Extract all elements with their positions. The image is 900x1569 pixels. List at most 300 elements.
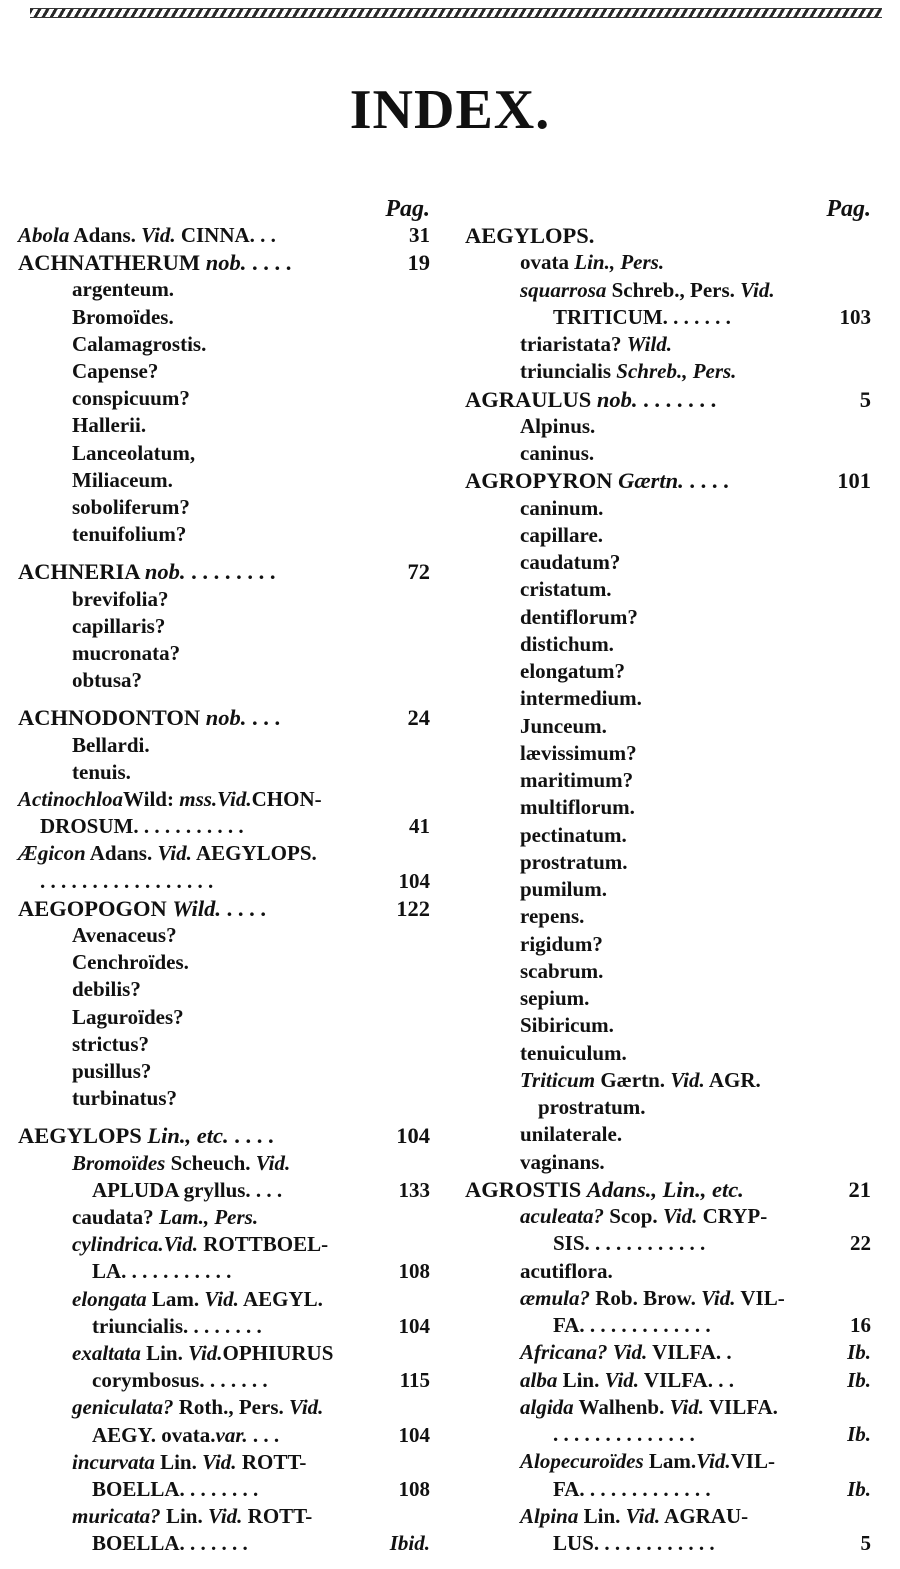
text-segment: prostratum. — [538, 1095, 646, 1119]
index-entry — [465, 522, 871, 549]
text-segment: AEGYLOPS. — [191, 841, 317, 866]
entry-text — [520, 495, 603, 522]
index-entry — [465, 604, 871, 631]
index-entry — [465, 767, 871, 794]
text-segment: mucronata? — [72, 641, 181, 665]
entry-text — [553, 304, 731, 331]
text-segment: Wild: — [123, 787, 180, 811]
italic-segment: Vid. — [740, 277, 775, 302]
text-segment: rigidum? — [520, 931, 603, 956]
text-segment: Avenaceus? — [72, 923, 177, 947]
index-entry — [465, 249, 871, 276]
text-segment: Hallerii. — [72, 413, 147, 438]
italic-segment: nob. — [144, 559, 186, 585]
italic-segment: Vid. — [157, 841, 192, 866]
index-entry — [465, 331, 871, 358]
index-headword — [18, 558, 430, 585]
text-segment: AEGYLOPS. — [465, 223, 595, 248]
text-segment: Bellardi. — [72, 732, 150, 757]
index-headword — [18, 895, 430, 922]
index-headword — [18, 704, 430, 731]
index-entry — [18, 840, 430, 867]
entry-text — [72, 358, 158, 385]
text-segment: Lin. — [557, 1367, 605, 1392]
entry-text — [72, 1004, 184, 1031]
index-entry — [18, 467, 430, 494]
entry-text — [520, 1503, 748, 1530]
italic-segment: Abola — [18, 223, 70, 247]
entry-text — [18, 704, 280, 731]
text-segment: turbinatus? — [72, 1086, 178, 1111]
entry-text — [520, 1339, 732, 1366]
text-segment: FA. . . . . . . . . . . . . — [553, 1476, 711, 1501]
text-segment: capillare. — [520, 522, 604, 547]
text-segment: AGRAU- — [660, 1503, 749, 1528]
page-number: 41 — [409, 814, 430, 839]
italic-segment: Vid. — [662, 1204, 698, 1228]
page-number: 104 — [396, 1123, 430, 1149]
entry-text — [72, 1031, 149, 1058]
entry-text — [520, 767, 633, 794]
index-headword — [465, 222, 871, 249]
entry-text — [72, 1231, 328, 1258]
italic-segment: nob. — [596, 386, 638, 412]
text-segment: Cenchroïdes. — [72, 950, 189, 975]
text-segment: caudata? — [72, 1205, 159, 1229]
text-segment: Walhenb. — [573, 1394, 670, 1419]
index-entry — [465, 1503, 871, 1530]
text-segment: ROTT- — [236, 1449, 307, 1474]
entry-text — [520, 1367, 734, 1394]
text-segment: sepium. — [520, 986, 590, 1010]
text-segment: cristatum. — [520, 577, 612, 602]
index-headword — [465, 1176, 871, 1203]
page-number: 104 — [398, 1313, 430, 1338]
italic-segment: cylindrica.Vid. — [72, 1232, 198, 1257]
entry-text — [72, 759, 131, 786]
index-entry — [465, 876, 871, 903]
text-segment: caninum. — [520, 495, 604, 520]
index-entry — [18, 1058, 430, 1085]
text-segment: Sibiricum. — [520, 1013, 614, 1038]
index-entry — [18, 868, 430, 895]
text-segment: dentiflorum? — [520, 604, 638, 629]
text-segment: repens. — [520, 904, 585, 929]
entry-text — [72, 1085, 177, 1112]
page-title: INDEX. — [349, 79, 551, 141]
entry-text — [72, 1340, 333, 1367]
text-segment: soboliferum? — [72, 495, 190, 519]
index-entry — [18, 786, 430, 813]
text-segment: . . . . . . . . . . . . . . — [553, 1422, 695, 1446]
entry-text — [72, 732, 150, 759]
text-segment: LA. . . . . . . . . . . — [92, 1259, 232, 1284]
italic-segment: incurvata — [72, 1449, 155, 1474]
italic-segment: Vid. — [204, 1286, 239, 1311]
text-segment: VILFA. . — [647, 1340, 732, 1365]
index-entry — [465, 1203, 871, 1230]
text-segment: Lin. — [578, 1503, 626, 1528]
entry-text — [72, 1394, 323, 1421]
text-segment: pectinatum. — [520, 822, 627, 847]
index-headword — [465, 467, 871, 494]
index-entry — [18, 412, 430, 439]
entry-text — [40, 813, 244, 840]
text-segment: debilis? — [72, 977, 141, 1002]
text-segment: tenuifolium? — [72, 522, 187, 547]
index-entry — [465, 1421, 871, 1448]
text-segment: SIS. . . . . . . . . . . . — [553, 1231, 706, 1256]
entry-text — [72, 667, 142, 694]
text-segment: prostratum. — [520, 849, 628, 874]
entry-text — [18, 222, 276, 249]
index-entry — [465, 1367, 871, 1394]
entry-text — [520, 1448, 775, 1475]
index-entry — [18, 759, 430, 786]
text-segment: . . . . . . . . — [185, 559, 276, 585]
italic-segment: Vid. — [289, 1395, 324, 1420]
text-segment: Lin. — [160, 1504, 208, 1529]
text-segment: ACHNATHERUM — [18, 250, 206, 276]
page-number: Ib. — [847, 1476, 871, 1501]
page-number: 103 — [839, 304, 871, 329]
entry-text — [520, 1149, 605, 1176]
index-entry — [18, 1286, 430, 1313]
entry-text — [520, 849, 628, 876]
entry-text — [520, 331, 672, 358]
entry-text — [72, 586, 168, 613]
italic-segment: squarrosa — [520, 277, 607, 302]
entry-text — [72, 640, 180, 667]
page-number: Ib. — [847, 1367, 871, 1392]
text-segment: obtusa? — [72, 668, 143, 693]
text-segment: Alpinus. — [520, 413, 596, 438]
entry-text — [520, 358, 736, 385]
text-segment: . . . . — [246, 250, 292, 276]
text-segment: AEGYL. — [238, 1286, 323, 1311]
text-segment: Adans. — [69, 223, 142, 247]
entry-text — [72, 412, 146, 439]
text-segment: CHON- — [251, 787, 322, 811]
entry-text — [520, 1203, 767, 1230]
entry-text — [520, 740, 637, 767]
text-segment: TRITICUM. . . . . . . — [553, 304, 731, 329]
entry-text — [520, 822, 627, 849]
index-entry — [18, 1449, 430, 1476]
index-entry — [18, 1422, 430, 1449]
italic-segment: Vid. — [202, 1449, 237, 1474]
text-segment: ACHNERIA — [18, 559, 145, 585]
text-segment: DROSUM. . . . . . . . . . . — [40, 814, 244, 839]
index-headword — [465, 386, 871, 413]
index-entry — [18, 732, 430, 759]
entry-text — [92, 1476, 258, 1503]
page-number: 5 — [860, 1531, 871, 1555]
text-segment: AEGOPOGON — [18, 895, 173, 921]
page-number: Ibid. — [389, 1531, 430, 1556]
page-number: 16 — [850, 1313, 871, 1337]
entry-text — [553, 1230, 705, 1257]
italic-segment: alba — [520, 1367, 558, 1392]
entry-text — [520, 713, 607, 740]
italic-segment: Bromoïdes — [72, 1150, 166, 1175]
entry-text — [520, 604, 638, 631]
entry-text — [520, 931, 603, 958]
index-entry — [465, 1067, 871, 1094]
text-segment: VILFA. . . — [639, 1367, 734, 1392]
page-number: 101 — [837, 468, 871, 494]
index-entry — [465, 1258, 871, 1285]
text-segment: . . . . — [228, 1123, 274, 1149]
index-entry — [18, 613, 430, 640]
text-segment: caninus. — [520, 441, 595, 465]
text-segment: AEGY. ovata. — [92, 1422, 216, 1447]
text-segment: pusillus? — [72, 1059, 152, 1083]
text-segment: conspicuum? — [72, 386, 190, 411]
index-entry — [465, 358, 871, 385]
index-entry — [18, 1394, 430, 1421]
index-entry — [465, 413, 871, 440]
text-segment: caudatum? — [520, 550, 621, 574]
entry-text — [520, 876, 607, 903]
entry-text — [18, 895, 266, 922]
index-entry — [465, 1012, 871, 1039]
index-entry — [18, 222, 430, 249]
page-number: 21 — [848, 1176, 871, 1202]
text-segment: Laguroïdes? — [72, 1004, 184, 1029]
italic-segment: muricata? — [72, 1504, 161, 1529]
italic-segment: Vid. — [696, 1449, 731, 1474]
italic-segment: Vid. — [255, 1150, 291, 1175]
entry-text — [520, 631, 614, 658]
entry-text — [72, 385, 190, 412]
entry-text — [92, 1530, 248, 1557]
text-segment: acutiflora. — [520, 1258, 613, 1283]
entry-text — [520, 249, 664, 276]
text-segment: Rob. Brow. — [590, 1285, 702, 1310]
index-entry — [465, 1448, 871, 1475]
entry-text — [18, 249, 291, 276]
italic-segment: Wild. — [626, 332, 673, 356]
entry-text — [72, 1286, 323, 1313]
index-entry — [465, 958, 871, 985]
entry-text — [465, 222, 594, 249]
text-segment: ROTT- — [242, 1504, 313, 1529]
italic-segment: mss.Vid. — [179, 787, 252, 811]
index-entry — [465, 277, 871, 304]
index-entry — [18, 813, 430, 840]
entry-text — [520, 1067, 761, 1094]
text-segment: Lanceolatum, — [72, 440, 196, 465]
italic-segment: var. — [215, 1422, 248, 1447]
page-number: 122 — [396, 895, 430, 921]
page-column-label: Pag. — [385, 196, 430, 222]
italic-segment: Gærtn. — [618, 468, 684, 494]
page-number: 104 — [398, 1422, 430, 1447]
index-entry — [18, 1340, 430, 1367]
italic-segment: Vid. — [669, 1394, 705, 1419]
entry-text — [520, 1121, 622, 1148]
italic-segment: Schreb., Pers. — [616, 359, 737, 384]
italic-segment: Alpina — [520, 1503, 579, 1528]
text-segment: AEGYLOPS — [18, 1123, 148, 1149]
text-segment: strictus? — [72, 1031, 149, 1056]
index-entry — [465, 849, 871, 876]
index-entry — [465, 631, 871, 658]
text-segment: Capense? — [72, 359, 159, 383]
text-segment: AGROPYRON — [465, 468, 619, 494]
index-entry — [18, 385, 430, 412]
text-segment: ACHNODONTON — [18, 705, 206, 731]
index-entry — [18, 1004, 430, 1031]
italic-segment: Vid. — [141, 223, 176, 247]
italic-segment: Alopecuroïdes — [520, 1449, 644, 1474]
entry-text — [520, 440, 594, 467]
index-entry — [465, 794, 871, 821]
text-segment: brevifolia? — [72, 586, 169, 611]
text-segment: AGROSTIS — [465, 1176, 587, 1202]
text-segment: Lin. — [154, 1449, 203, 1474]
page-number: Ib. — [847, 1340, 871, 1365]
index-entry — [465, 931, 871, 958]
italic-segment: nob. — [205, 250, 247, 276]
index-headword — [18, 1122, 430, 1149]
page-number: 24 — [407, 705, 430, 731]
entry-text — [72, 1058, 151, 1085]
index-entry — [465, 1285, 871, 1312]
text-segment: triaristata? — [520, 332, 627, 356]
entry-text — [92, 1258, 231, 1285]
text-segment: Scheuch. — [165, 1150, 256, 1175]
index-headword — [18, 249, 430, 276]
page-number: 108 — [398, 1477, 430, 1501]
entry-text — [553, 1476, 711, 1503]
index-entry — [465, 1312, 871, 1339]
italic-segment: Wild. — [172, 895, 221, 921]
text-segment: BOELLA. . . . . . . . — [92, 1477, 259, 1501]
entry-text — [72, 1503, 312, 1530]
text-segment: unilaterale. — [520, 1122, 623, 1147]
text-segment: pumilum. — [520, 877, 607, 901]
entry-text — [520, 1258, 613, 1285]
index-entry — [18, 1177, 430, 1204]
index-entry — [18, 276, 430, 303]
index-entry — [18, 922, 430, 949]
text-segment: CRYP- — [697, 1204, 768, 1228]
entry-text — [520, 1394, 778, 1421]
entry-text — [92, 1422, 279, 1449]
entry-text — [72, 440, 195, 467]
index-entry — [465, 1394, 871, 1421]
index-entry — [465, 903, 871, 930]
page-number: 22 — [850, 1231, 871, 1256]
text-segment: tenuis. — [72, 759, 131, 784]
entry-text — [520, 277, 775, 304]
index-entry — [465, 549, 871, 576]
text-segment: Roth., Pers. — [173, 1395, 289, 1420]
entry-text — [18, 840, 317, 867]
index-entry — [18, 1231, 430, 1258]
text-segment: Miliaceum. — [72, 467, 173, 492]
page-number: 115 — [399, 1368, 430, 1393]
text-segment: Bromoïdes. — [72, 304, 174, 329]
italic-segment: Vid. — [625, 1503, 661, 1528]
text-segment: BOELLA. . . . . . . — [92, 1531, 248, 1556]
index-entry — [18, 1085, 430, 1112]
text-segment: maritimum? — [520, 768, 634, 792]
italic-segment: Africana? Vid. — [520, 1340, 648, 1365]
text-segment: lævissimum? — [520, 740, 637, 765]
page-number: 31 — [409, 223, 430, 247]
page-number: 104 — [398, 868, 430, 893]
italic-segment: Vid. — [670, 1067, 705, 1092]
index-entry — [465, 985, 871, 1012]
entry-text — [520, 576, 612, 603]
text-segment: triuncialis. . . . . . . . — [92, 1313, 262, 1338]
text-segment: multiflorum. — [520, 795, 635, 820]
entry-text — [553, 1530, 715, 1557]
text-segment: AGR. — [704, 1067, 761, 1092]
text-segment: VIL- — [735, 1285, 785, 1310]
entry-text — [520, 903, 584, 930]
text-segment: Lam. — [146, 1286, 205, 1311]
index-entry — [465, 740, 871, 767]
entry-text — [520, 549, 620, 576]
index-entry — [465, 1476, 871, 1503]
index-entry — [465, 1339, 871, 1366]
index-entry — [465, 1149, 871, 1176]
text-segment: . . . . . . . . . . . . . . . . . — [40, 868, 214, 893]
entry-text — [520, 1285, 785, 1312]
entry-text — [520, 985, 589, 1012]
page-number: 108 — [398, 1259, 430, 1284]
text-segment: . . . . — [220, 895, 266, 921]
italic-segment: nob. — [205, 705, 247, 731]
entry-text — [92, 1177, 282, 1204]
text-segment: ROTTBOEL- — [198, 1232, 329, 1257]
index-entry — [465, 304, 871, 331]
text-segment: Schreb., Pers. — [606, 277, 741, 302]
italic-segment: Adans., Lin., etc. — [586, 1176, 744, 1202]
index-entry — [18, 440, 430, 467]
index-entry — [18, 304, 430, 331]
entry-text — [72, 304, 174, 331]
text-segment: OPHIURUS — [222, 1341, 334, 1365]
index-entry — [18, 1150, 430, 1177]
entry-text — [520, 685, 642, 712]
page-number: 5 — [859, 386, 871, 412]
italic-segment: algida — [520, 1394, 574, 1419]
italic-segment: Lin., Pers. — [574, 250, 665, 275]
italic-segment: Vid. — [604, 1367, 640, 1392]
text-segment: FA. . . . . . . . . . . . . — [553, 1313, 711, 1337]
index-entry — [18, 976, 430, 1003]
index-entry — [465, 1121, 871, 1148]
text-segment: LUS. . . . . . . . . . . . — [553, 1531, 715, 1555]
text-segment: Lin. — [140, 1341, 189, 1365]
text-segment: . . . . . . . — [637, 386, 717, 412]
italic-segment: Vid. — [701, 1285, 736, 1310]
index-entry — [18, 1503, 430, 1530]
index-entry — [465, 822, 871, 849]
text-segment: scabrum. — [520, 958, 604, 983]
text-segment: . . . — [246, 705, 281, 731]
entry-text — [72, 467, 173, 494]
entry-text — [553, 1312, 711, 1339]
text-segment: Lam. — [643, 1449, 697, 1474]
entry-text — [520, 1040, 627, 1067]
entry-text — [553, 1421, 695, 1448]
